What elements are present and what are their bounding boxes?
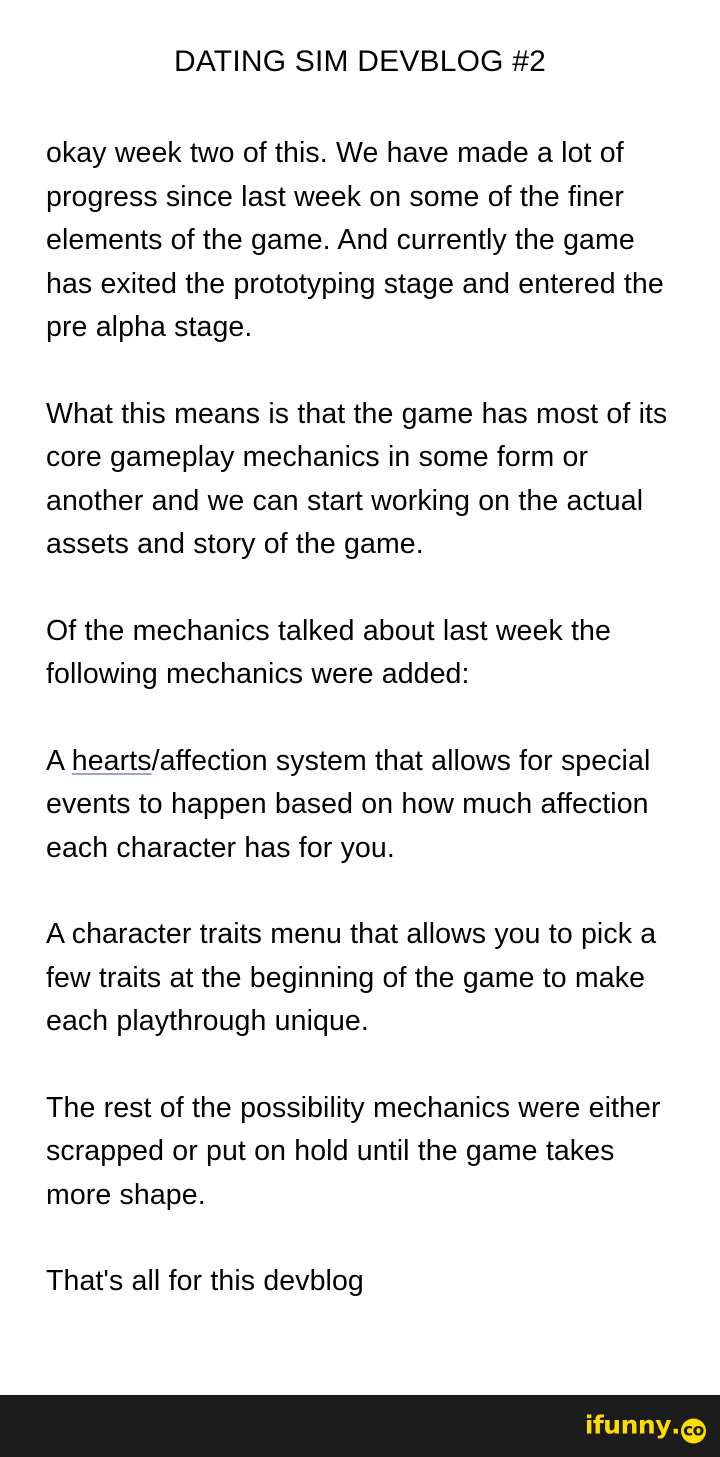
- paragraph-6: [46, 1087, 674, 1218]
- footer-bar: [0, 1395, 720, 1457]
- paragraph-4-text-after: /affection system that allows for special events to happen based on how much affection each character has for you.: [46, 744, 651, 864]
- paragraph-4-text-before: A: [46, 744, 72, 777]
- paragraph-3: [46, 610, 674, 697]
- paragraph-2-text: What this means is that the game has most of its core gameplay mechanics in some form or another and we can start working on the actual assets and story of the game.: [46, 397, 668, 560]
- paragraph-4: [46, 740, 674, 871]
- post-body: [46, 132, 674, 1304]
- watermark-dot: .: [671, 1410, 680, 1440]
- paragraph-2: [46, 393, 674, 567]
- paragraph-5-text: A character traits menu that allows you to pick a few traits at the beginning of the game to make each playthrough unique.: [46, 918, 657, 1037]
- paragraph-7: [46, 1260, 674, 1304]
- watermark-suffix: co: [681, 1419, 706, 1444]
- paragraph-3-text: Of the mechanics talked about last week the following mechanics were added:: [46, 614, 611, 690]
- hearts-link[interactable]: hearts: [71, 744, 152, 777]
- paragraph-5: [46, 913, 674, 1044]
- watermark-name: funny: [592, 1410, 671, 1440]
- paragraph-6-text: The rest of the possibility mechanics were either scrapped or put on hold until the game takes more shape.: [46, 1091, 661, 1211]
- watermark-prefix: i: [584, 1410, 593, 1440]
- page-title: DATING SIM DEVBLOG #2: [173, 45, 547, 78]
- ifunny-watermark: [585, 1411, 706, 1442]
- paragraph-1: [46, 132, 674, 350]
- paragraph-7-text: That's all for this devblog: [46, 1265, 364, 1297]
- paragraph-1-text: okay week two of this. We have made a lot of progress since last week on some of the finer elements of the game. And currently the game has exited the prototyping stage and entered the pre alpha stage.: [46, 137, 664, 343]
